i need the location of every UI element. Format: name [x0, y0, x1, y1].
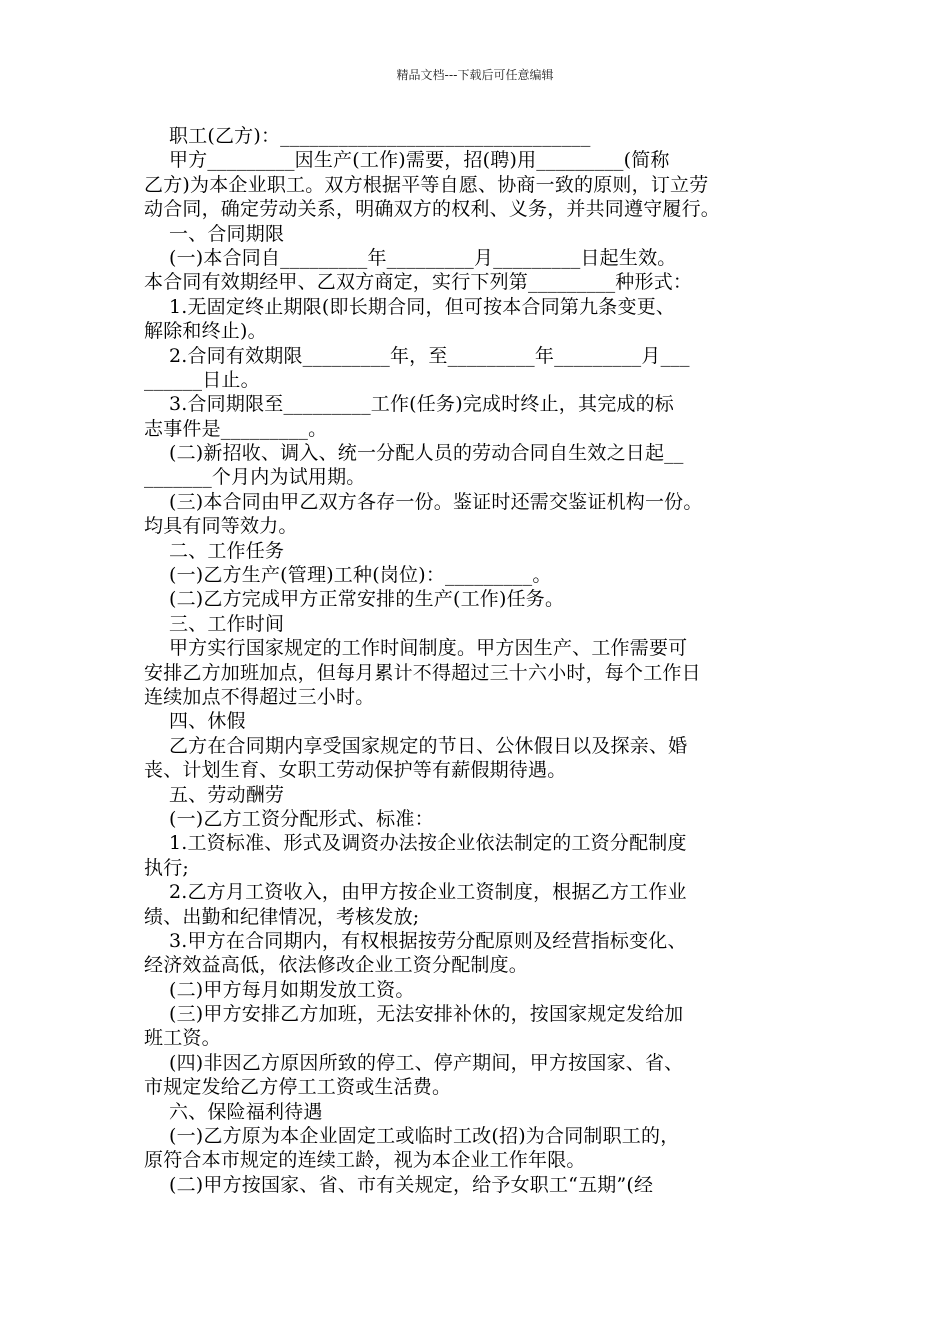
text-line: 3.甲方在合同期内，有权根据按劳分配原则及经营指标变化、 — [144, 929, 687, 952]
text-line: 职工(乙方)：________________________________ — [144, 125, 591, 147]
text-line: 2.合同有效期限_________年，至_________年_________月___ — [144, 344, 690, 367]
text-line: 市规定发给乙方停工工资或生活费。 — [144, 1076, 452, 1099]
text-line: 动合同，确定劳动关系，明确双方的权利、义务，并共同遵守履行。 — [144, 198, 721, 221]
text-line: (一)乙方工资分配形式、标准： — [144, 807, 434, 830]
page-header: 精品文档---下载后可任意编辑 — [396, 68, 554, 82]
text-line: 安排乙方加班加点，但每月累计不得超过三十六小时，每个工作日 — [144, 661, 701, 684]
text-line: (二)甲方每月如期发放工资。 — [144, 978, 415, 1001]
text-line: 2.乙方月工资收入，由甲方按企业工资制度，根据乙方工作业 — [144, 881, 687, 904]
text-line: ______日止。 — [144, 368, 260, 391]
text-line: 本合同有效期经甲、乙双方商定，实行下列第_________种形式： — [144, 271, 693, 294]
text-line: 执行; — [144, 856, 190, 879]
text-line: _______个月内为试用期。 — [144, 466, 366, 489]
text-line: 五、劳动酬劳 — [144, 783, 285, 806]
text-line: (一)乙方原为本企业固定工或临时工改(招)为合同制职工的， — [144, 1125, 680, 1148]
text-line: (一)本合同自_________年_________月_________日起生效。 — [144, 246, 677, 269]
text-line: 四、休假 — [144, 710, 246, 733]
text-line: 均具有同等效力。 — [144, 515, 298, 538]
text-line: 甲方实行国家规定的工作时间制度。甲方因生产、工作需要可 — [144, 637, 688, 660]
text-line: 甲方_________因生产(工作)需要，招(聘)用_________(简称 — [144, 149, 670, 172]
text-line: 1.无固定终止期限(即长期合同，但可按本合同第九条变更、 — [144, 295, 676, 318]
text-line: (四)非因乙方原因所致的停工、停产期间，甲方按国家、省、 — [144, 1051, 684, 1074]
text-line: 1.工资标准、形式及调资办法按企业依法制定的工资分配制度 — [144, 832, 687, 855]
text-line: 二、工作任务 — [144, 539, 285, 562]
document-body — [144, 124, 820, 1197]
text-line: 原符合本市规定的连续工龄，视为本企业工作年限。 — [144, 1149, 586, 1172]
text-line: (三)本合同由甲乙双方各存一份。鉴证时还需交鉴证机构一份。 — [144, 490, 703, 513]
text-line: 乙方)为本企业职工。双方根据平等自愿、协商一致的原则，订立劳 — [144, 173, 709, 196]
text-line: 六、保险福利待遇 — [144, 1100, 323, 1123]
text-line: 班工资。 — [144, 1027, 221, 1050]
text-line: 解除和终止)。 — [144, 320, 267, 343]
text-line: 绩、出勤和纪律情况，考核发放; — [144, 905, 420, 928]
text-line: (三)甲方安排乙方加班，无法安排补休的，按国家规定发给加 — [144, 1003, 684, 1026]
text-line: 一、合同期限 — [144, 222, 285, 245]
text-line: (二)乙方完成甲方正常安排的生产(工作)任务。 — [144, 588, 565, 611]
text-line: 丧、计划生育、女职工劳动保护等有薪假期待遇。 — [144, 759, 567, 782]
text-line: (二)新招收、调入、统一分配人员的劳动合同自生效之日起__ — [144, 442, 684, 465]
text-line: 连续加点不得超过三小时。 — [144, 685, 375, 708]
text-line: 乙方在合同期内享受国家规定的节日、公休假日以及探亲、婚 — [144, 734, 688, 757]
text-line: (一)乙方生产(管理)工种(岗位)：_________。 — [144, 564, 552, 587]
text-line: 三、工作时间 — [144, 612, 285, 635]
text-line: 志事件是_________。 — [144, 417, 328, 440]
text-line: (二)甲方按国家、省、市有关规定，给予女职工“五期”(经 — [144, 1173, 654, 1196]
text-line: 经济效益高低，依法修改企业工资分配制度。 — [144, 954, 529, 977]
text-line: 3.合同期限至_________工作(任务)完成时终止，其完成的标 — [144, 393, 675, 416]
